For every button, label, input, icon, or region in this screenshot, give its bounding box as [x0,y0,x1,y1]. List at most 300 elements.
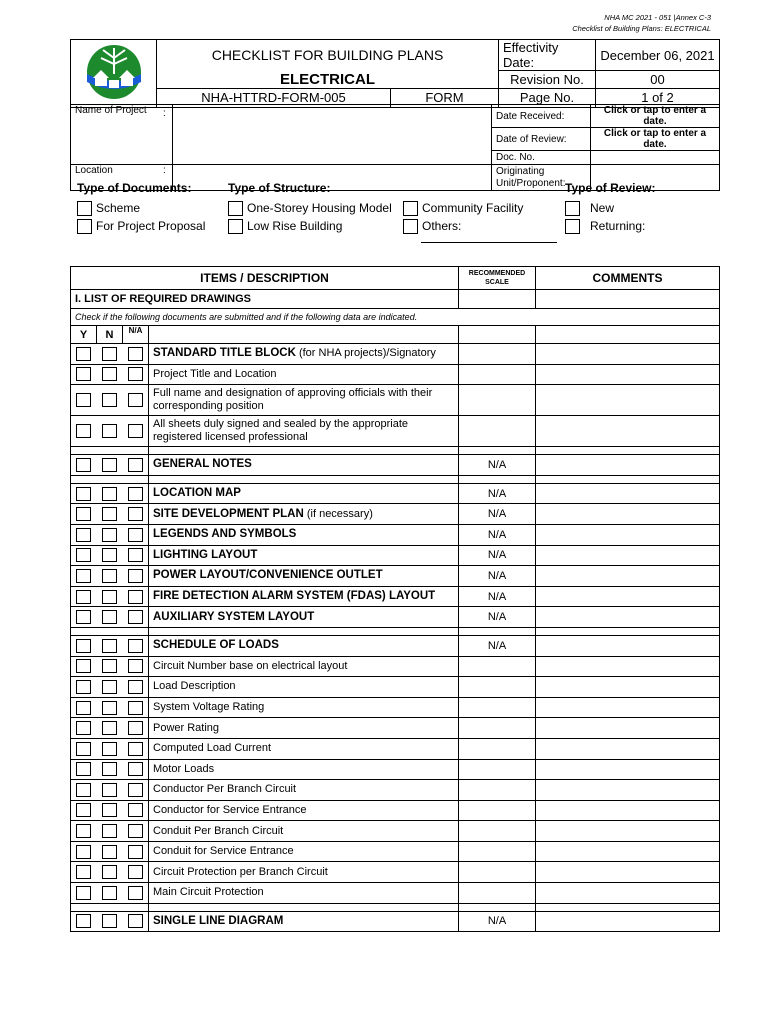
item-comments-field[interactable] [536,344,720,365]
checkbox-na-cell [123,718,149,739]
col-blank [149,326,459,344]
checkbox-y[interactable] [76,701,91,715]
item-text: Circuit Number base on electrical layout [153,659,348,672]
item-scale [459,862,536,883]
review-heading: Type of Review: [565,181,656,195]
checkbox-n[interactable] [102,824,117,838]
checklist-row [71,821,720,842]
checklist-row [71,545,720,566]
checkbox-y-cell [71,364,97,385]
doc-no-field[interactable] [591,151,720,165]
checkbox-y[interactable] [76,762,91,776]
checkbox-n-cell [97,455,123,476]
checkbox-na-cell [123,483,149,504]
checkbox-n[interactable] [102,458,117,472]
item-scale [459,677,536,698]
item-comments-field[interactable] [536,718,720,739]
item-comments-field[interactable] [536,524,720,545]
checkbox-na-cell [123,545,149,566]
checkbox-na-cell [123,697,149,718]
checkbox-na-cell [123,524,149,545]
item-title: SCHEDULE OF LOADS [153,639,279,652]
checkbox-na-cell [123,862,149,883]
checkbox-n[interactable] [102,507,117,521]
checklist-row [71,862,720,883]
item-comments-field[interactable] [536,780,720,801]
item-title: FIRE DETECTION ALARM SYSTEM (FDAS) LAYOUT [153,590,436,603]
checkbox-n[interactable] [102,886,117,900]
checkbox-y[interactable] [76,458,91,472]
project-name-field[interactable] [173,105,492,165]
checkbox-na[interactable] [128,590,143,604]
item-comments-field[interactable] [536,738,720,759]
item-description [149,607,459,628]
item-description [149,455,459,476]
checkbox-na-cell [123,677,149,698]
item-title: SITE DEVELOPMENT PLAN [153,507,304,520]
item-comments-field[interactable] [536,862,720,883]
item-text: Conduit Per Branch Circuit [153,824,284,837]
item-description [149,586,459,607]
checkbox-na[interactable] [128,742,143,756]
item-text: Conduit for Service Entrance [153,845,294,858]
checkbox-y[interactable] [76,487,91,501]
checkbox-y[interactable] [76,569,91,583]
checkbox-na-cell [123,416,149,447]
item-comments-field[interactable] [536,759,720,780]
separator-cell [149,627,459,635]
checkbox-n-cell [97,607,123,628]
item-description [149,566,459,587]
option-label: One-Storey Housing Model [247,201,392,215]
item-comments-field[interactable] [536,545,720,566]
item-scale [459,656,536,677]
checkbox-na[interactable] [128,569,143,583]
instruction-text: Check if the following documents are submitted and if the following data are indicated. [71,309,720,326]
checkbox-n-cell [97,911,123,932]
separator-cell [149,447,459,455]
item-comments-field[interactable] [536,635,720,656]
item-comments-field[interactable] [536,455,720,476]
checkbox[interactable] [565,201,580,216]
item-comments-field[interactable] [536,841,720,862]
checkbox-n[interactable] [102,803,117,817]
checkbox-na[interactable] [128,680,143,694]
checkbox-na[interactable] [128,548,143,562]
checkbox-na-cell [123,841,149,862]
checkbox-na[interactable] [128,610,143,624]
checkbox-y[interactable] [76,783,91,797]
checklist-row [71,738,720,759]
item-description [149,780,459,801]
item-text: Computed Load Current [153,742,272,755]
checkbox-na-cell [123,780,149,801]
checkbox-n[interactable] [102,393,117,407]
review-option-new[interactable] [565,199,655,217]
separator-cell [123,903,149,911]
separator-cell [459,903,536,911]
revision-label: Revision No. [499,71,596,89]
item-scale [459,841,536,862]
item-scale: N/A [459,635,536,656]
checklist-row [71,759,720,780]
checkbox[interactable] [228,201,243,216]
date-received-field[interactable]: Click or tap to enter a date. [591,105,720,128]
structure-option-low-rise[interactable] [228,217,392,235]
revision-value: 00 [596,71,720,89]
checkbox-y-cell [71,738,97,759]
separator-row [71,903,720,911]
checkbox-n[interactable] [102,590,117,604]
checkbox-n[interactable] [102,659,117,673]
checkbox-n-cell [97,635,123,656]
checkbox-na[interactable] [128,367,143,381]
item-scale [459,821,536,842]
item-scale [459,364,536,385]
nha-logo-icon [79,44,149,100]
checklist-row [71,841,720,862]
checkbox-na[interactable] [128,721,143,735]
checklist-row [71,385,720,416]
checkbox-y-cell [71,883,97,904]
checkbox-n[interactable] [102,701,117,715]
checkbox-y[interactable] [76,659,91,673]
separator-cell [123,475,149,483]
checkbox-y-cell [71,455,97,476]
checkbox-y-cell [71,483,97,504]
col-na: N/A [123,326,149,344]
form-subtitle: ELECTRICAL [157,71,499,89]
item-comments-field[interactable] [536,697,720,718]
checkbox-y[interactable] [76,590,91,604]
checkbox-y-cell [71,607,97,628]
item-description [149,821,459,842]
item-description [149,545,459,566]
item-text: Main Circuit Protection [153,886,264,899]
checkbox-na[interactable] [128,914,143,928]
item-description [149,504,459,525]
item-text: Project Title and Location [153,367,277,380]
checkbox-n[interactable] [102,845,117,859]
structure-heading: Type of Structure: [228,181,331,195]
checkbox-n-cell [97,718,123,739]
item-comments-field[interactable] [536,821,720,842]
structure-group-2 [403,199,557,243]
structure-option-one-storey[interactable] [228,199,392,217]
item-scale: N/A [459,524,536,545]
checkbox-na-cell [123,385,149,416]
separator-row [71,447,720,455]
checkbox-na[interactable] [128,639,143,653]
item-scale [459,780,536,801]
item-description [149,718,459,739]
reference-line-2: Checklist of Building Plans: ELECTRICAL [572,24,711,33]
checkbox-n-cell [97,656,123,677]
item-scale [459,697,536,718]
reference-note [572,12,711,34]
separator-cell [536,627,720,635]
checkbox-n-cell [97,566,123,587]
checkbox-na[interactable] [128,458,143,472]
item-description [149,697,459,718]
checkbox-y-cell [71,759,97,780]
item-description [149,656,459,677]
checkbox-na[interactable] [128,424,143,438]
checkbox-y[interactable] [76,347,91,361]
checkbox-y-cell [71,586,97,607]
checkbox-y[interactable] [76,742,91,756]
checkbox-y-cell [71,385,97,416]
checklist-row [71,656,720,677]
checkbox-na-cell [123,911,149,932]
checkbox-n[interactable] [102,783,117,797]
checkbox-y-cell [71,545,97,566]
page-value: 1 of 2 [596,88,720,107]
checkbox-y[interactable] [76,886,91,900]
item-text: Conductor for Service Entrance [153,803,307,816]
checkbox-na[interactable] [128,886,143,900]
item-scale [459,385,536,416]
date-review-label: Date of Review: [492,128,591,151]
checkbox-y-cell [71,344,97,365]
checkbox-na-cell [123,800,149,821]
checkbox[interactable] [77,201,92,216]
item-description [149,524,459,545]
doc-option-scheme[interactable] [77,199,205,217]
separator-cell [71,447,97,455]
checkbox-y-cell [71,635,97,656]
checklist-row [71,780,720,801]
item-description [149,364,459,385]
checkbox-na-cell [123,504,149,525]
item-scale: N/A [459,455,536,476]
checkbox-y-cell [71,566,97,587]
checkbox-na-cell [123,883,149,904]
checklist-row [71,800,720,821]
option-label: Community Facility [422,201,524,215]
effectivity-value: December 06, 2021 [596,40,720,71]
checkbox-y[interactable] [76,914,91,928]
checkbox-na[interactable] [128,347,143,361]
checkbox-y-cell [71,504,97,525]
checkbox[interactable] [228,219,243,234]
doc-option-proposal[interactable] [77,217,205,235]
checkbox-n[interactable] [102,487,117,501]
item-comments-field[interactable] [536,607,720,628]
checklist-row [71,586,720,607]
item-title: LIGHTING LAYOUT [153,548,258,561]
checkbox-n[interactable] [102,548,117,562]
checkbox-y[interactable] [76,548,91,562]
option-label: Returning: [590,219,646,233]
option-label: Scheme [96,201,141,215]
item-comments-field[interactable] [536,677,720,698]
review-option-returning[interactable] [565,217,655,235]
checkbox-y[interactable] [76,824,91,838]
logo-cell [71,40,157,108]
checkbox-y-cell [71,677,97,698]
form-code: NHA-HTTRD-FORM-005 [157,88,391,107]
checkbox-na-cell [123,656,149,677]
item-description [149,883,459,904]
header-table [70,39,720,108]
item-scale [459,344,536,365]
item-comments-field[interactable] [536,883,720,904]
checkbox-y-cell [71,841,97,862]
checkbox-n-cell [97,883,123,904]
checkbox-y[interactable] [76,721,91,735]
documents-heading: Type of Documents: [77,181,192,195]
checkbox-n-cell [97,759,123,780]
others-line[interactable] [421,241,557,243]
checkbox-n[interactable] [102,610,117,624]
item-description [149,416,459,447]
separator-cell [123,447,149,455]
checkbox-y[interactable] [76,528,91,542]
col-header-comments: COMMENTS [536,267,720,290]
checkbox-na[interactable] [128,845,143,859]
checkbox-n[interactable] [102,639,117,653]
item-description [149,800,459,821]
item-description [149,483,459,504]
checkbox-na[interactable] [128,659,143,673]
checkbox[interactable] [403,201,418,216]
checkbox-na-cell [123,821,149,842]
checkbox-n[interactable] [102,762,117,776]
checkbox-y[interactable] [76,393,91,407]
checkbox-na[interactable] [128,701,143,715]
form-title: CHECKLIST FOR BUILDING PLANS [157,40,499,71]
location-colon: : [159,165,173,191]
location-label: Location [71,165,160,191]
structure-option-others[interactable] [403,217,557,235]
checkbox-na[interactable] [128,393,143,407]
option-label: Others: [422,219,462,233]
form-label: FORM [391,88,499,107]
checkbox-n[interactable] [102,528,117,542]
col-header-items: ITEMS / DESCRIPTION [71,267,459,290]
separator-row [71,475,720,483]
checkbox[interactable] [403,219,418,234]
date-review-field[interactable]: Click or tap to enter a date. [591,128,720,151]
checkbox-n[interactable] [102,914,117,928]
item-description [149,385,459,416]
checkbox-na-cell [123,759,149,780]
checkbox-na-cell [123,455,149,476]
checkbox-n[interactable] [102,680,117,694]
separator-cell [149,903,459,911]
section-comments [536,290,720,309]
structure-option-community[interactable] [403,199,557,217]
checkbox-n-cell [97,385,123,416]
checkbox-n[interactable] [102,865,117,879]
checkbox-y[interactable] [76,424,91,438]
item-comments-field[interactable] [536,483,720,504]
checklist-row [71,607,720,628]
item-comments-field[interactable] [536,364,720,385]
checkbox-na[interactable] [128,487,143,501]
checkbox-n-cell [97,738,123,759]
checkbox-n[interactable] [102,721,117,735]
checkbox-na[interactable] [128,528,143,542]
checkbox-y[interactable] [76,639,91,653]
checkbox-y[interactable] [76,610,91,624]
review-group [565,181,655,235]
checkbox-na[interactable] [128,507,143,521]
item-text: Conductor Per Branch Circuit [153,783,297,796]
checkbox-na-cell [123,607,149,628]
checkbox-na[interactable] [128,762,143,776]
option-label: New [590,201,615,215]
checkbox-n-cell [97,504,123,525]
checkbox-y[interactable] [76,507,91,521]
item-comments-field[interactable] [536,566,720,587]
checkbox-na[interactable] [128,824,143,838]
item-scale: N/A [459,607,536,628]
checkbox-na[interactable] [128,803,143,817]
item-comments-field[interactable] [536,656,720,677]
item-text: (if necessary) [303,507,373,520]
item-scale [459,416,536,447]
checkbox-n[interactable] [102,424,117,438]
item-comments-field[interactable] [536,586,720,607]
checkbox[interactable] [77,219,92,234]
item-scale [459,718,536,739]
checkbox-n[interactable] [102,569,117,583]
checklist-row [71,883,720,904]
checklist-row [71,697,720,718]
checkbox-na-cell [123,586,149,607]
section-title: I. LIST OF REQUIRED DRAWINGS [71,290,459,309]
checklist-row [71,911,720,932]
col-n: N [97,326,123,344]
checkbox-y[interactable] [76,845,91,859]
item-comments-field[interactable] [536,385,720,416]
item-comments-field[interactable] [536,800,720,821]
separator-cell [123,627,149,635]
col-blank-scale [459,326,536,344]
checklist-row [71,635,720,656]
item-comments-field[interactable] [536,416,720,447]
structure-group [228,181,392,235]
separator-cell [459,475,536,483]
item-text: System Voltage Rating [153,701,265,714]
item-title: SINGLE LINE DIAGRAM [153,914,284,927]
checklist-row [71,416,720,447]
checkbox-y[interactable] [76,803,91,817]
separator-cell [71,475,97,483]
item-scale [459,883,536,904]
checklist-row [71,566,720,587]
checkbox-n-cell [97,483,123,504]
checkbox-na[interactable] [128,783,143,797]
checkbox[interactable] [565,219,580,234]
checkbox-n[interactable] [102,367,117,381]
checkbox-y[interactable] [76,680,91,694]
checkbox-n-cell [97,862,123,883]
checkbox-n[interactable] [102,347,117,361]
item-scale: N/A [459,566,536,587]
checkbox-n[interactable] [102,742,117,756]
checkbox-y[interactable] [76,367,91,381]
item-comments-field[interactable] [536,504,720,525]
item-text: Motor Loads [153,762,215,775]
item-title: LEGENDS AND SYMBOLS [153,528,297,541]
checkbox-y-cell [71,656,97,677]
item-comments-field[interactable] [536,911,720,932]
checkbox-y[interactable] [76,865,91,879]
checkbox-na[interactable] [128,865,143,879]
